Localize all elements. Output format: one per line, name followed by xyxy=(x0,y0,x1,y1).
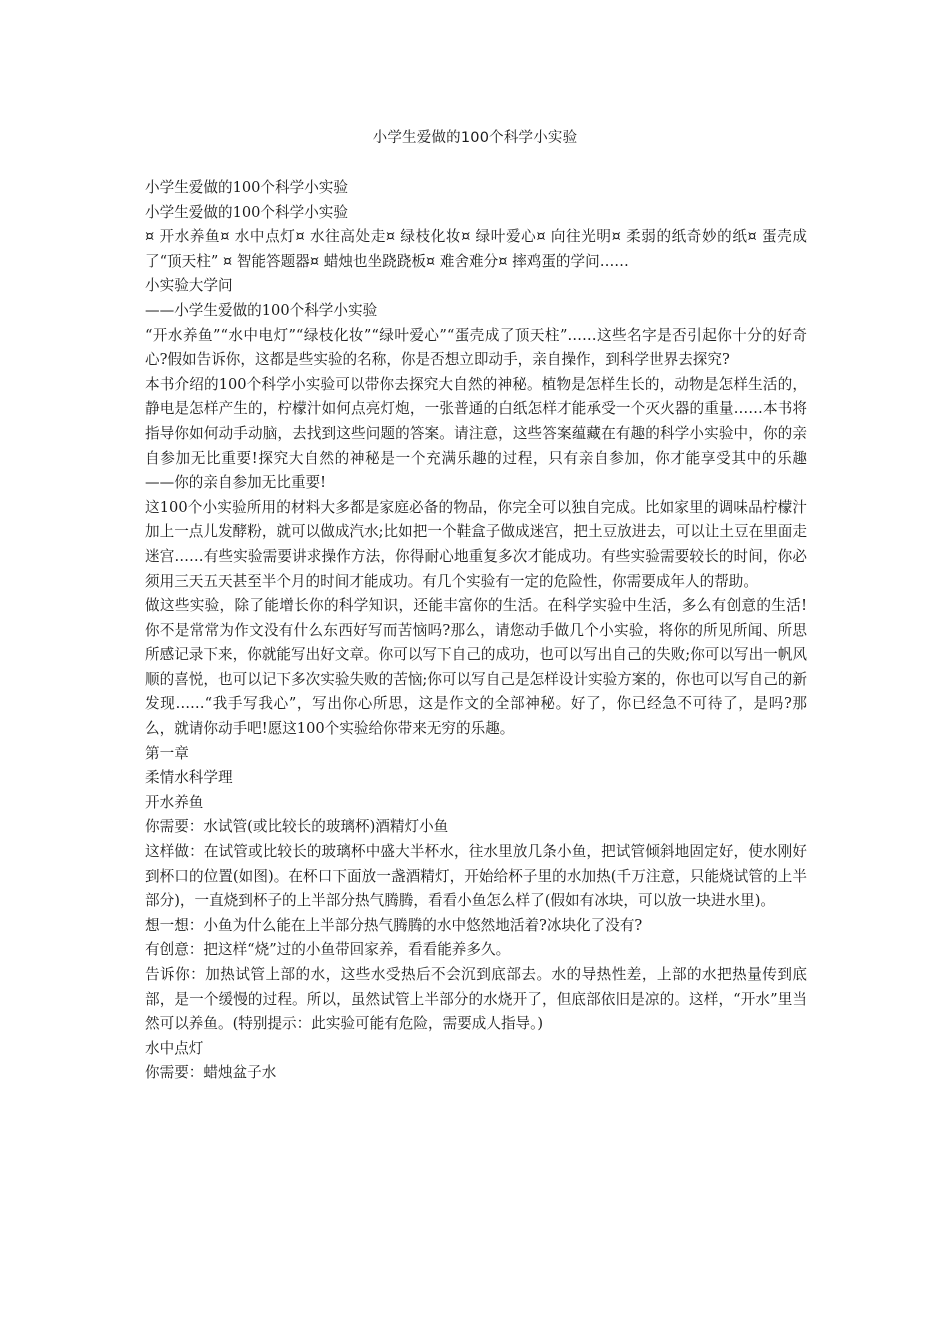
creative-idea: 有创意：把这样“烧”过的小鱼带回家养，看看能养多久。 xyxy=(145,941,511,959)
experiment-list: ¤ 开水养鱼¤ 水中点灯¤ 水往高处走¤ 绿枝化妆¤ 绿叶爱心¤ 向往光明¤ 柔弱的纸奇妙的纸¤ 蛋壳成了“顶天柱” ¤ 智能答题器¤ 蜡烛也坐跷跷板¤ 难舍难分¤ 摔鸡蛋的学问…… xyxy=(145,228,807,270)
experiment-title: 开水养鱼 xyxy=(145,793,204,811)
paragraph: “开水养鱼”“水中电灯”“绿枝化妆”“绿叶爱心”“蛋壳成了顶天柱”……这些名字是否引起你十分的好奇心?假如告诉你，这都是些实验的名称，你是否想立即动手，亲自操作，到科学世界去探究? xyxy=(145,326,807,369)
section-heading: 小实验大学问 xyxy=(145,277,233,295)
paragraph: 本书介绍的100个科学小实验可以带你去探究大自然的神秘。植物是怎样生长的，动物是怎样生活的，静电是怎样产生的，柠檬汁如何点亮灯炮，一张普通的白纸怎样才能承受一个灭火器的重量……本书将指导你如何动手动脑，去找到这些问题的答案。请注意，这些答案蕴藏在有趣的科学小实验中，你的亲自参加无比重要!探究大自然的神秘是一个充满乐趣的过程，只有亲自参加，你才能享受其中的乐趣——你的亲自参加无比重要! xyxy=(145,375,807,492)
paragraph: 小学生爱做的100个科学小实验 xyxy=(145,179,348,196)
question: 想一想：小鱼为什么能在上半部分热气腾腾的水中悠然地活着?冰块化了没有? xyxy=(145,916,643,934)
instructions: 这样做：在试管或比较长的玻璃杯中盛大半杯水，往水里放几条小鱼，把试管倾斜地固定好，使水刚好到杯口的位置(如图)。在杯口下面放一盏酒精灯，开始给杯子里的水加热(千万注意，只能烧试管的上半部分)，一直烧到杯子的上半部分热气腾腾，看看小鱼怎么样了(假如有冰块，可以放一块进水里)。 xyxy=(145,843,807,910)
paragraph: 小学生爱做的100个科学小实验 xyxy=(145,203,348,221)
document-body xyxy=(145,176,807,1086)
chapter-title: 柔情水科学理 xyxy=(145,769,233,787)
document-title: 小学生爱做的100个科学小实验 xyxy=(372,130,578,146)
subtitle: ——小学生爱做的100个科学小实验 xyxy=(145,301,378,319)
chapter-heading: 第一章 xyxy=(145,744,189,762)
experiment-title: 水中点灯 xyxy=(145,1039,204,1057)
explanation: 告诉你：加热试管上部的水，这些水受热后不会沉到底部去。水的导热性差，上部的水把热量传到底部，是一个缓慢的过程。所以，虽然试管上半部分的水烧开了，但底部依旧是凉的。这样，“开水”里当然可以养鱼。(特别提示：此实验可能有危险，需要成人指导。) xyxy=(145,966,807,1033)
materials: 你需要：蜡烛盆子水 xyxy=(145,1064,277,1082)
paragraph: 做这些实验，除了能增长你的科学知识，还能丰富你的生活。在科学实验中生活，多么有创意的生活!你不是常常为作文没有什么东西好写而苦恼吗?那么，请您动手做几个小实验，将你的所见所闻、所思所感记录下来，你就能写出好文章。你可以写下自己的成功，也可以写出自己的失败;你可以写出一帆风顺的喜悦，也可以记下多次实验失败的苦恼;你可以写自己是怎样设计实验方案的，你也可以写自己的新发现……“我手写我心”，写出你心所思，这是作文的全部神秘。好了，你已经急不可待了，是吗?那么，就请你动手吧!愿这100个实验给你带来无穷的乐趣。 xyxy=(145,597,807,738)
paragraph: 这100个小实验所用的材料大多都是家庭必备的物品，你完全可以独自完成。比如家里的调味品柠檬汁加上一点儿发酵粉，就可以做成汽水;比如把一个鞋盒子做成迷宫，把土豆放进去，可以让土豆在里面走迷宫……有些实验需要讲求操作方法，你得耐心地重复多次才能成功。有些实验需要较长的时间，你必须用三天五天甚至半个月的时间才能成功。有几个实验有一定的危险性，你需要成年人的帮助。 xyxy=(145,498,807,590)
materials: 你需要：水试管(或比较长的玻璃杯)酒精灯小鱼 xyxy=(145,818,449,836)
